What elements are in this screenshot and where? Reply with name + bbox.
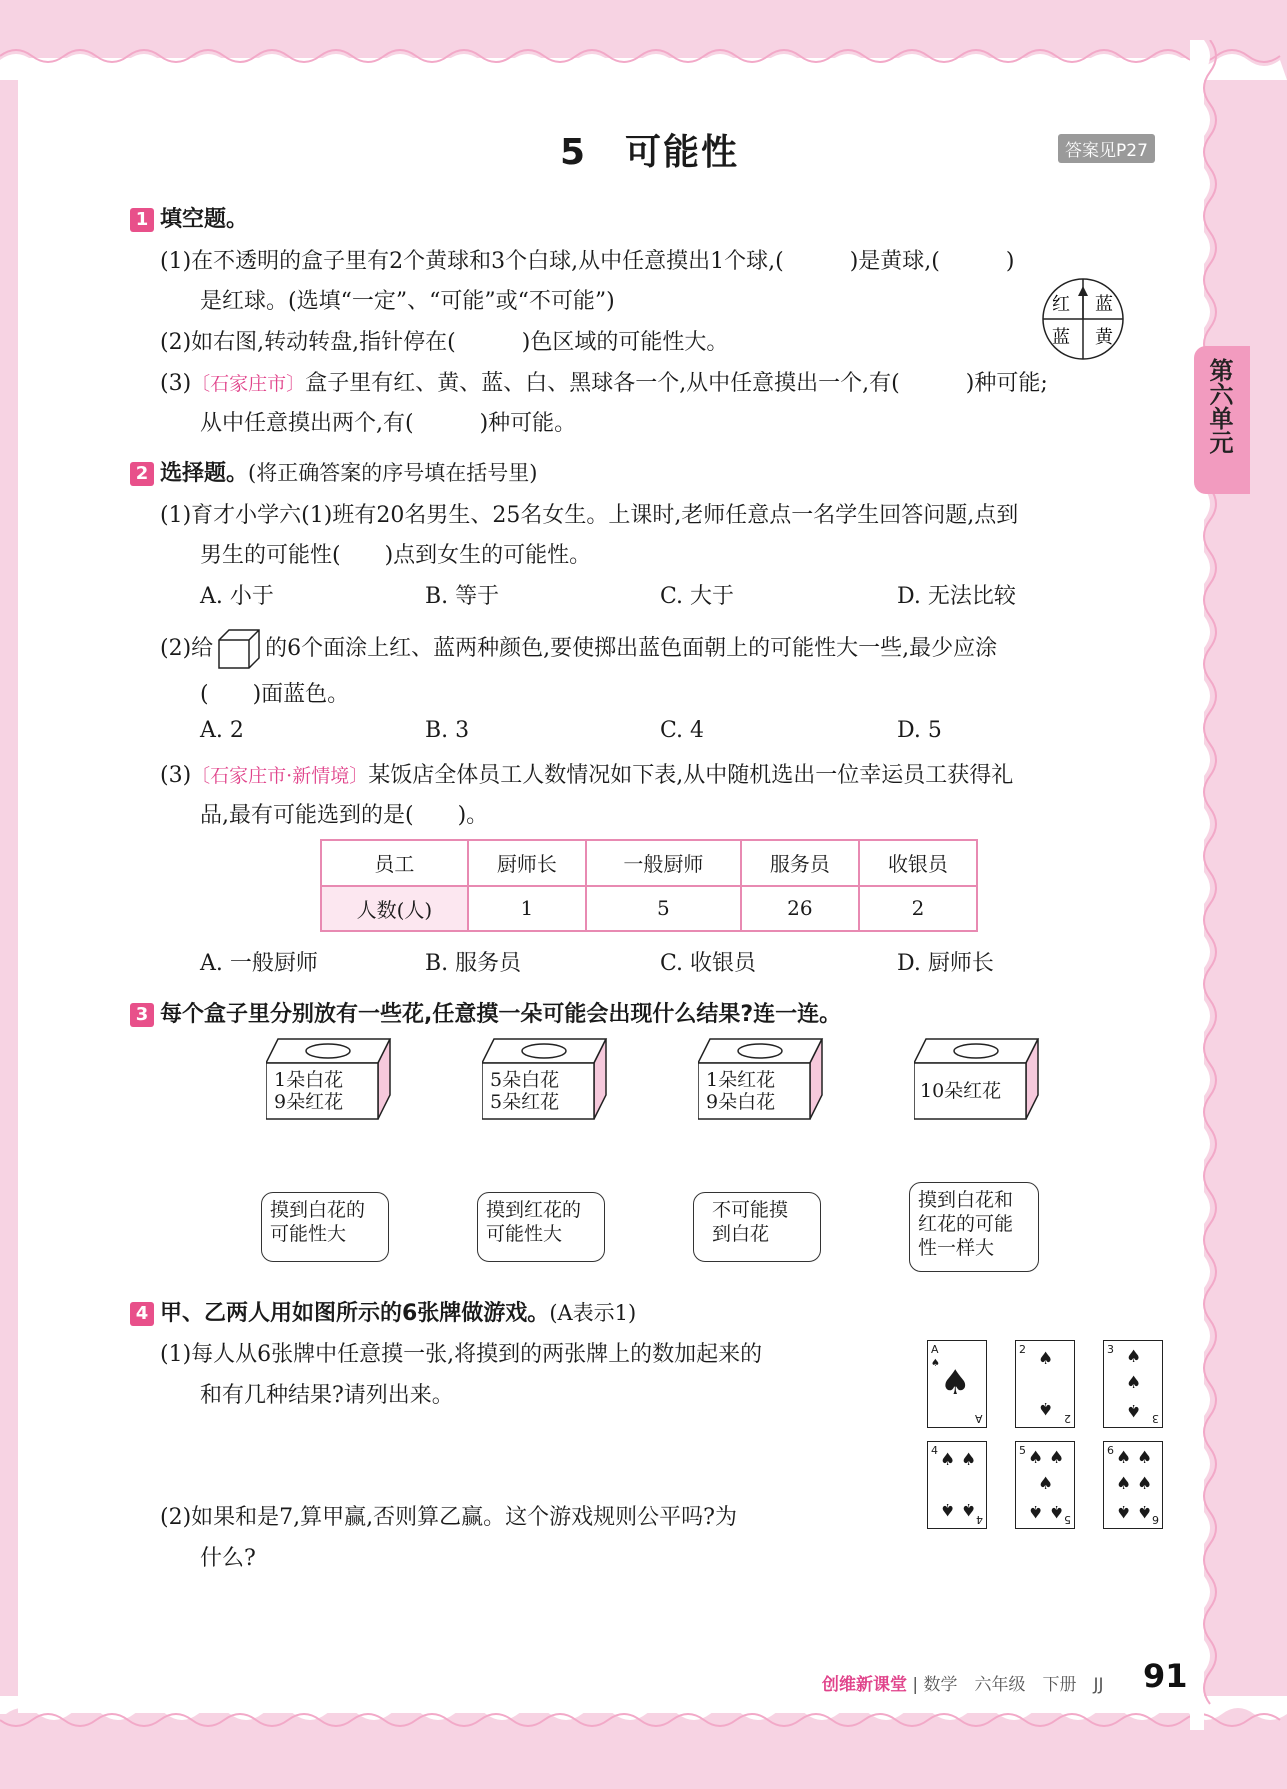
section-2-note: (将正确答案的序号填在括号里): [248, 461, 538, 485]
spade-icon: ♠: [1126, 1347, 1142, 1367]
top-wave-border: [0, 40, 1287, 80]
result-2-line-1: 摸到红花的: [486, 1199, 582, 1221]
card-rank: A: [975, 1412, 983, 1425]
flower-box-2: [482, 1037, 608, 1121]
box-1-label-line-1: 1朵白花: [274, 1069, 344, 1091]
box-2-label-line-2: 5朵红花: [490, 1091, 560, 1113]
s2-q1-option-c: C. 大于: [660, 584, 735, 609]
spade-icon: ♠: [931, 1358, 940, 1369]
spade-icon: ♠: [1049, 1501, 1065, 1521]
spinner-sector-blue-bottom: 蓝: [1052, 327, 1070, 348]
s2-q1-option-a: A. 小于: [200, 584, 274, 609]
section-2-heading: [130, 456, 537, 487]
card-rank: A: [931, 1343, 939, 1356]
spade-icon: ♠: [1126, 1400, 1142, 1420]
table-cell: 厨师长: [468, 840, 586, 886]
spade-icon: ♠: [1116, 1448, 1132, 1468]
table-cell: 人数(人): [321, 886, 468, 932]
s2-q2-line-b: ( )面蓝色。: [200, 682, 350, 707]
card-rank: 4: [976, 1513, 983, 1526]
s2-q3-line-b: 品,最有可能选到的是( )。: [200, 803, 489, 828]
section-4-note: (A表示1): [549, 1301, 637, 1325]
box-3-label-line-2: 9朵白花: [706, 1091, 776, 1113]
s4-q1-line-a: (1)每人从6张牌中任意摸一张,将摸到的两张牌上的数加起来的: [160, 1342, 763, 1367]
result-4-line-2: 红花的可能: [918, 1213, 1014, 1235]
spinner-diagram: [1040, 276, 1126, 362]
s1-q2-line: (2)如右图,转动转盘,指针停在( )色区域的可能性大。: [160, 330, 729, 355]
spade-icon: ♠: [940, 1450, 956, 1470]
box-4-label-line-1: 10朵红花: [920, 1080, 1002, 1102]
card-rank: 2: [1019, 1343, 1026, 1356]
spade-icon: ♠: [1038, 1349, 1054, 1369]
s1-q3-source-tag: 〔石家庄市〕: [191, 373, 306, 395]
card-rank: 2: [1064, 1412, 1071, 1425]
s1-q3-line-b: 从中任意摸出两个,有( )种可能。: [200, 411, 577, 436]
s4-q2-line-a: (2)如果和是7,算甲赢,否则算乙赢。这个游戏规则公平吗?为: [160, 1505, 737, 1530]
s2-q2-text: 的6个面涂上红、蓝两种颜色,要使掷出蓝色面朝上的可能性大一些,最少应涂: [265, 636, 998, 661]
section-1-number: 1: [130, 208, 154, 232]
playing-card-two: [1015, 1340, 1075, 1428]
result-bubble-3: [693, 1192, 821, 1262]
s4-q1-line-b: 和有几种结果?请列出来。: [200, 1383, 454, 1408]
result-4-line-1: 摸到白花和: [918, 1189, 1014, 1211]
footer-book-info: 数学 六年级 下册 JJ: [923, 1675, 1104, 1695]
spade-icon: ♠: [961, 1450, 977, 1470]
result-3-line-2: 到白花: [712, 1223, 770, 1245]
spinner-sector-blue-top: 蓝: [1095, 294, 1113, 315]
result-bubble-2: [477, 1192, 605, 1262]
playing-card-three: [1103, 1340, 1163, 1428]
footer-info: 创维新课堂 | 数学 六年级 下册 JJ: [822, 1675, 1104, 1695]
spade-icon: ♠: [1049, 1448, 1065, 1468]
s2-q3-source-tag: 〔石家庄市·新情境〕: [191, 765, 369, 787]
playing-card-four: [927, 1441, 987, 1529]
s1-q3-prefix: (3): [160, 371, 192, 396]
s2-q3-option-d: D. 厨师长: [897, 951, 994, 976]
card-rank: 3: [1152, 1412, 1159, 1425]
section-3-title: 每个盒子里分别放有一些花,任意摸一朵可能会出现什么结果?连一连。: [160, 1002, 842, 1027]
section-3-number: 3: [130, 1003, 154, 1027]
s2-q1-line-b: 男生的可能性( )点到女生的可能性。: [200, 543, 592, 568]
s2-q2-option-b: B. 3: [425, 718, 470, 743]
table-cell: 5: [586, 886, 741, 932]
s1-q1-line-a: (1)在不透明的盒子里有2个黄球和3个白球,从中任意摸出1个球,( )是黄球,( ): [160, 249, 1015, 274]
card-rank: 6: [1107, 1444, 1114, 1457]
spade-icon: ♠: [1038, 1398, 1054, 1418]
box-3-label-line-1: 1朵红花: [706, 1069, 776, 1091]
table-cell: 2: [859, 886, 977, 932]
playing-card-five: [1015, 1441, 1075, 1529]
table-row: [321, 886, 977, 932]
s2-q2-prefix: (2)给: [160, 636, 214, 661]
table-cell: 员工: [321, 840, 468, 886]
result-1-line-2: 可能性大: [270, 1223, 347, 1245]
card-rank: 4: [931, 1444, 938, 1457]
s2-q3-text: 某饭店全体员工人数情况如下表,从中随机选出一位幸运员工获得礼: [368, 763, 1014, 788]
spade-icon: ♠: [1038, 1474, 1054, 1494]
card-rank: 5: [1064, 1513, 1071, 1526]
s4-q2-line-b: 什么?: [200, 1546, 256, 1571]
footer-brand: 创维新课堂: [822, 1675, 907, 1695]
result-bubble-1: [261, 1192, 389, 1262]
s2-q1-option-d: D. 无法比较: [897, 584, 1016, 609]
unit-side-tab: [1194, 346, 1250, 494]
table-cell: 服务员: [741, 840, 859, 886]
flower-box-1: [266, 1037, 392, 1121]
s2-q1-option-b: B. 等于: [425, 584, 500, 609]
staff-table: [320, 839, 978, 932]
s2-q2-option-d: D. 5: [897, 718, 942, 743]
s2-q2-option-c: C. 4: [660, 718, 705, 743]
s2-q1-line-a: (1)育才小学六(1)班有20名男生、25名女生。上课时,老师任意点一名学生回答问题,点到: [160, 503, 1019, 528]
spade-icon: ♠: [961, 1499, 977, 1519]
playing-card-ace: [927, 1340, 987, 1428]
s2-q3-prefix: (3): [160, 763, 192, 788]
result-1-line-1: 摸到白花的: [270, 1199, 366, 1221]
s2-q3-option-b: B. 服务员: [425, 951, 522, 976]
result-4-line-3: 性一样大: [918, 1237, 995, 1259]
result-2-line-2: 可能性大: [486, 1223, 563, 1245]
table-cell: 一般厨师: [586, 840, 741, 886]
section-1-title: 填空题。: [160, 207, 249, 232]
right-wave-border: [1190, 40, 1230, 1730]
s1-q1-line-b: 是红球。(选填“一定”、“可能”或“不可能”): [200, 289, 615, 314]
spinner-sector-red: 红: [1052, 294, 1070, 315]
cube-icon: [217, 628, 261, 670]
section-3-heading: [130, 997, 841, 1028]
section-2-number: 2: [130, 462, 154, 486]
section-4-number: 4: [130, 1302, 154, 1326]
flower-box-4: [914, 1037, 1040, 1121]
spade-icon: ♠: [1116, 1474, 1132, 1494]
s2-q3-line-a: [160, 758, 1013, 789]
s2-q3-option-a: A. 一般厨师: [200, 951, 318, 976]
flower-box-3: [698, 1037, 824, 1121]
box-2-label-line-1: 5朵白花: [490, 1069, 560, 1091]
card-rank: 3: [1107, 1343, 1114, 1356]
unit-side-tab-label: 第六单元: [1205, 358, 1233, 454]
spade-icon: ♠: [940, 1499, 956, 1519]
box-1-label-line-2: 9朵红花: [274, 1091, 344, 1113]
table-cell: 1: [468, 886, 586, 932]
section-4-title: 甲、乙两人用如图所示的6张牌做游戏。: [160, 1301, 550, 1326]
section-2-title: 选择题。: [160, 461, 249, 486]
card-rank: 6: [1152, 1513, 1159, 1526]
table-cell: 收银员: [859, 840, 977, 886]
page-title: 5 可能性: [560, 132, 740, 173]
spade-icon: ♠: [1137, 1501, 1153, 1521]
answer-reference-badge: 答案见P27: [1058, 134, 1155, 163]
table-cell: 26: [741, 886, 859, 932]
spade-icon: ♠: [1137, 1474, 1153, 1494]
page-number: 91: [1143, 1657, 1188, 1695]
s2-q2-option-a: A. 2: [200, 718, 244, 743]
result-3-line-1: 不可能摸: [712, 1199, 789, 1221]
table-header-row: [321, 840, 977, 886]
box-shape: [914, 1037, 1040, 1121]
spade-icon: ♠: [1116, 1501, 1132, 1521]
s2-q3-option-c: C. 收银员: [660, 951, 757, 976]
result-bubble-4: [909, 1182, 1039, 1272]
section-1-heading: [130, 202, 248, 233]
s2-q2-line-a: [160, 628, 997, 670]
playing-card-six: [1103, 1441, 1163, 1529]
spade-icon: ♠: [1028, 1448, 1044, 1468]
spinner-sector-yellow: 黄: [1095, 327, 1113, 348]
s1-q3-text: 盒子里有红、黄、蓝、白、黑球各一个,从中任意摸出一个,有( )种可能;: [305, 371, 1048, 396]
section-4-heading: [130, 1296, 636, 1327]
spade-icon: ♠: [940, 1363, 971, 1403]
s1-q3-line-a: [160, 366, 1048, 397]
spade-icon: ♠: [1126, 1373, 1142, 1393]
card-rank: 5: [1019, 1444, 1026, 1457]
spade-icon: ♠: [1137, 1448, 1153, 1468]
spade-icon: ♠: [1028, 1501, 1044, 1521]
bottom-wave-border: [0, 1696, 1287, 1736]
